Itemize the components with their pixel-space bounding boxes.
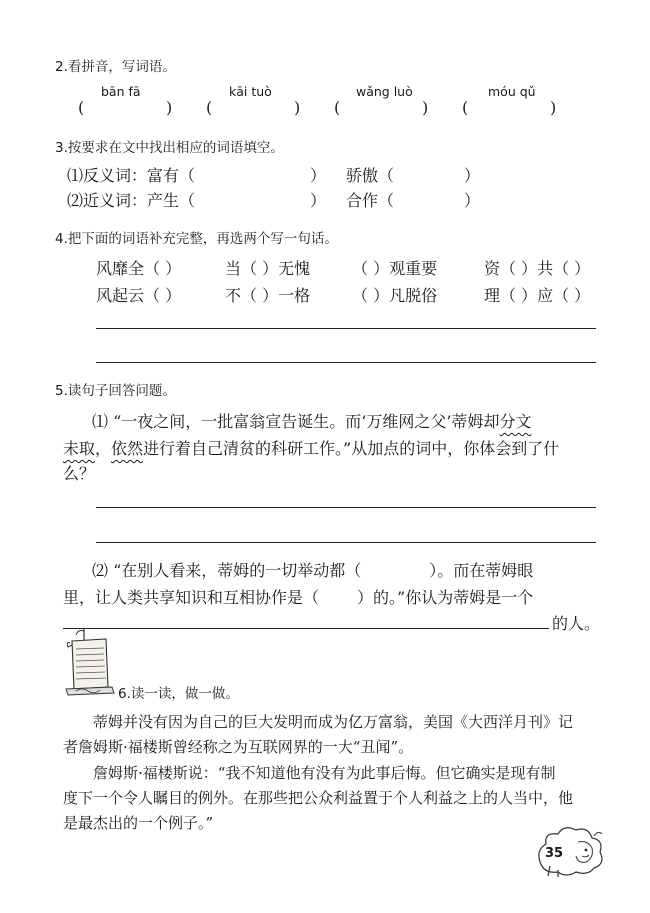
q6-para2-line2: 度下一个令人瞩目的例外。在那些把公众利益置于个人利益之上的人当中，他	[63, 789, 574, 807]
answer-paren-close-1[interactable]: )	[166, 98, 173, 117]
q5-answer-line-2[interactable]	[96, 542, 596, 543]
q4-title: 4.把下面的词语补充完整，再选两个写一句话。	[55, 231, 338, 247]
q4-idiom-5[interactable]: 风起云（ ）	[96, 286, 182, 305]
q3-antonym-close2[interactable]: ）	[464, 166, 481, 185]
q5-p1-wavy-word-2: 未取	[63, 439, 96, 458]
q3-antonym-label: ⑴反义词：富有（	[67, 166, 196, 185]
q5-p2-text-b: ）。而在蒂姆眼	[429, 561, 534, 580]
q4-idiom-8[interactable]: 理（ ）应（ ）	[484, 286, 591, 305]
q6-para2-line3: 是最杰出的一个例子。”	[63, 814, 214, 832]
q4-idiom-4[interactable]: 资（ ）共（ ）	[484, 259, 591, 278]
answer-paren-open-2[interactable]: (	[206, 98, 213, 117]
q5-p1-line1	[92, 409, 531, 432]
q5-p1-wavy-word-1: 分文	[499, 412, 532, 431]
q5-p1-text-d: 进行着自己清贫的科研工作。”从加点的词中，你体会到了什	[143, 439, 560, 458]
q3-synonym-close[interactable]: ）	[310, 191, 327, 210]
pinyin-3: wǎng luò	[356, 84, 413, 99]
q5-p2-text-d: ）的。”你认为蒂姆是一个	[357, 588, 534, 607]
q3-synonym-label2: 合作（	[346, 191, 395, 210]
q4-idiom-2[interactable]: 当（ ）无愧	[225, 259, 311, 278]
q5-p2-line2	[63, 585, 533, 608]
q2-title: 2.看拼音，写词语。	[55, 59, 176, 75]
answer-paren-open-4[interactable]: (	[462, 98, 469, 117]
q5-p2-answer-line[interactable]	[63, 628, 549, 629]
pinyin-4: móu qǔ	[488, 84, 536, 99]
q3-synonym-close2[interactable]: ）	[464, 191, 481, 210]
q5-p1-line3: 么？	[63, 464, 96, 483]
page-number: 35	[545, 846, 564, 861]
q6-para1-line1: 蒂姆并没有因为自己的巨大发明而成为亿万富翁，美国《大西洋月刊》记	[93, 713, 574, 731]
q5-title: 5.读句子回答问题。	[55, 383, 176, 399]
answer-paren-close-2[interactable]: )	[294, 98, 301, 117]
q3-antonym-close[interactable]: ）	[310, 166, 327, 185]
q6-para2-line1: 詹姆斯·福楼斯说：“我不知道他有没有为此事后悔。但它确实是现有制	[93, 764, 556, 782]
q5-p1-wavy-word-3: 依然	[111, 439, 144, 458]
q5-p1-comma: ，	[95, 439, 112, 458]
q5-p2-line3-end: 的人。	[552, 614, 601, 633]
answer-paren-open-3[interactable]: (	[334, 98, 341, 117]
pinyin-1: bān fā	[101, 84, 141, 99]
q4-idiom-7[interactable]: （ ）凡脱俗	[352, 286, 438, 305]
q4-idiom-3[interactable]: （ ）观重要	[352, 259, 438, 278]
q4-idiom-1[interactable]: 风靡全（ ）	[96, 259, 182, 278]
q3-antonym-label2: 骄傲（	[346, 166, 395, 185]
q5-p2-text-a: ⑵ “在别人看来，蒂姆的一切举动都（	[92, 561, 362, 580]
scroll-illustration-icon	[62, 627, 118, 697]
q5-p2-text-c: 里，让人类共享知识和互相协作是（	[63, 588, 320, 607]
q5-p1-line2	[63, 436, 559, 459]
answer-paren-open-1[interactable]: (	[78, 98, 85, 117]
answer-paren-close-4[interactable]: )	[550, 98, 557, 117]
pinyin-2: kāi tuò	[229, 84, 272, 99]
answer-paren-close-3[interactable]: )	[422, 98, 429, 117]
q5-p1-text-a: ⑴ “一夜之间，一批富翁宣告诞生。而‘万维网之父’蒂姆却	[92, 412, 500, 431]
q6-title: 6.读一读，做一做。	[118, 686, 239, 702]
q3-title: 3.按要求在文中找出相应的词语填空。	[55, 140, 284, 156]
q4-answer-line-2[interactable]	[96, 362, 596, 363]
q5-p2-line1	[92, 558, 533, 581]
q4-idiom-6[interactable]: 不（ ）一格	[225, 286, 311, 305]
q5-answer-line-1[interactable]	[96, 507, 596, 508]
q4-answer-line-1[interactable]	[96, 328, 596, 329]
q3-synonym-label: ⑵近义词：产生（	[67, 191, 196, 210]
q6-para1-line2: 者詹姆斯·福楼斯曾经称之为互联网界的一大“丑闻”。	[63, 738, 414, 756]
